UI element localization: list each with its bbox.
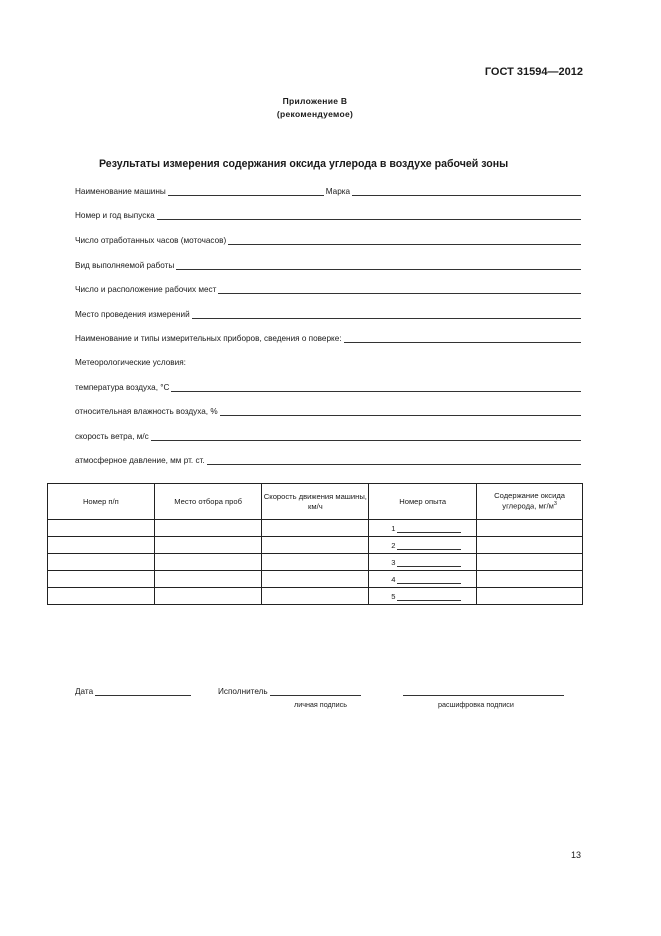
field-hours — [75, 233, 581, 245]
appendix-status: (рекомендуемое) — [276, 109, 354, 119]
appendix-title: Приложение В — [282, 96, 348, 106]
table-cell[interactable] — [477, 537, 583, 554]
superscript: 3 — [553, 501, 557, 508]
blank-line — [218, 284, 581, 294]
table-cell[interactable] — [154, 537, 262, 554]
blank-line — [95, 686, 191, 696]
blank-line — [397, 575, 461, 584]
field-label: Вид выполняемой работы — [75, 261, 175, 270]
blank-line — [397, 558, 461, 567]
table-cell[interactable] — [154, 554, 262, 571]
blank-line — [151, 431, 581, 441]
header-cell: Номер опыта — [369, 484, 477, 520]
experiment-number: 3 — [391, 557, 396, 567]
header-cell: Скорость движения машины, км/ч — [262, 484, 369, 520]
field-machine-name — [75, 184, 581, 196]
experiment-cell — [369, 588, 477, 605]
table-cell[interactable] — [262, 537, 369, 554]
blank-line — [207, 455, 581, 465]
date-label: Дата — [75, 687, 94, 696]
blank-line — [192, 309, 581, 319]
blank-line — [397, 592, 461, 601]
table-row — [48, 537, 583, 554]
blank-line — [171, 382, 581, 392]
experiment-cell — [369, 571, 477, 588]
field-label: Место проведения измерений — [75, 310, 190, 319]
table-row — [48, 588, 583, 605]
blank-line — [397, 541, 461, 550]
field-number-year — [75, 208, 581, 220]
field-temperature — [75, 380, 581, 392]
field-instruments — [75, 331, 581, 343]
decoding-field — [403, 686, 564, 696]
field-work-type — [75, 258, 581, 270]
field-pressure — [75, 453, 581, 465]
blank-line — [344, 333, 581, 343]
experiment-cell — [369, 537, 477, 554]
table-cell[interactable] — [154, 520, 262, 537]
table-cell[interactable] — [477, 571, 583, 588]
table-row — [48, 520, 583, 537]
field-label: Наименование и типы измерительных приборов, сведения о поверке: — [75, 334, 342, 343]
field-label: Марка — [325, 187, 351, 196]
table-cell[interactable] — [477, 520, 583, 537]
table-row — [48, 571, 583, 588]
table-cell[interactable] — [48, 588, 155, 605]
table-cell[interactable] — [48, 537, 155, 554]
table-cell[interactable] — [48, 571, 155, 588]
field-workplaces — [75, 282, 581, 294]
field-place — [75, 307, 581, 319]
personal-signature-caption: личная подпись — [294, 700, 347, 709]
field-wind — [75, 429, 581, 441]
field-meteo — [75, 355, 581, 367]
field-label: Число и расположение рабочих мест — [75, 285, 217, 294]
blank-line — [168, 186, 324, 196]
table-cell[interactable] — [262, 520, 369, 537]
experiment-number: 1 — [391, 523, 396, 533]
executor-field — [218, 686, 361, 696]
field-label: скорость ветра, м/с — [75, 432, 149, 441]
standard-number: ГОСТ 31594—2012 — [484, 66, 583, 78]
experiment-cell — [369, 520, 477, 537]
field-label: Номер и год выпуска — [75, 211, 155, 220]
executor-label: Исполнитель — [218, 687, 268, 696]
experiment-number: 2 — [391, 540, 396, 550]
blank-line — [220, 406, 581, 416]
experiment-cell — [369, 554, 477, 571]
table-cell[interactable] — [48, 520, 155, 537]
field-label: температура воздуха, °С — [75, 383, 170, 392]
blank-line — [352, 186, 581, 196]
field-label: относительная влажность воздуха, % — [75, 407, 218, 416]
results-table — [47, 483, 583, 605]
table-cell[interactable] — [477, 588, 583, 605]
table-cell[interactable] — [154, 571, 262, 588]
blank-line — [403, 686, 564, 696]
table-header-row — [48, 484, 583, 520]
field-humidity — [75, 404, 581, 416]
decoding-caption: расшифровка подписи — [438, 700, 514, 709]
date-field — [75, 686, 191, 696]
blank-line — [270, 686, 361, 696]
experiment-number: 5 — [391, 591, 396, 601]
field-label: Число отработанных часов (моточасов) — [75, 236, 227, 245]
field-label: Метеорологические условия: — [75, 358, 186, 367]
table-cell[interactable] — [262, 554, 369, 571]
form-title: Результаты измерения содержания оксида углерода в воздухе рабочей зоны — [99, 158, 509, 170]
header-cell-text: Содержание оксида углерода, мг/м — [494, 491, 565, 511]
header-cell — [477, 484, 583, 520]
experiment-number: 4 — [391, 574, 396, 584]
table-cell[interactable] — [262, 571, 369, 588]
blank-line — [157, 210, 581, 220]
field-label: атмосферное давление, мм рт. ст. — [75, 456, 205, 465]
blank-line — [397, 524, 461, 533]
page-number: 13 — [571, 850, 582, 860]
table-cell[interactable] — [48, 554, 155, 571]
field-label: Наименование машины — [75, 187, 166, 196]
header-cell: Номер п/п — [48, 484, 155, 520]
table-cell[interactable] — [477, 554, 583, 571]
blank-line — [176, 260, 581, 270]
blank-line — [228, 235, 581, 245]
header-cell: Место отбора проб — [154, 484, 262, 520]
table-cell[interactable] — [154, 588, 262, 605]
table-row — [48, 554, 583, 571]
table-cell[interactable] — [262, 588, 369, 605]
